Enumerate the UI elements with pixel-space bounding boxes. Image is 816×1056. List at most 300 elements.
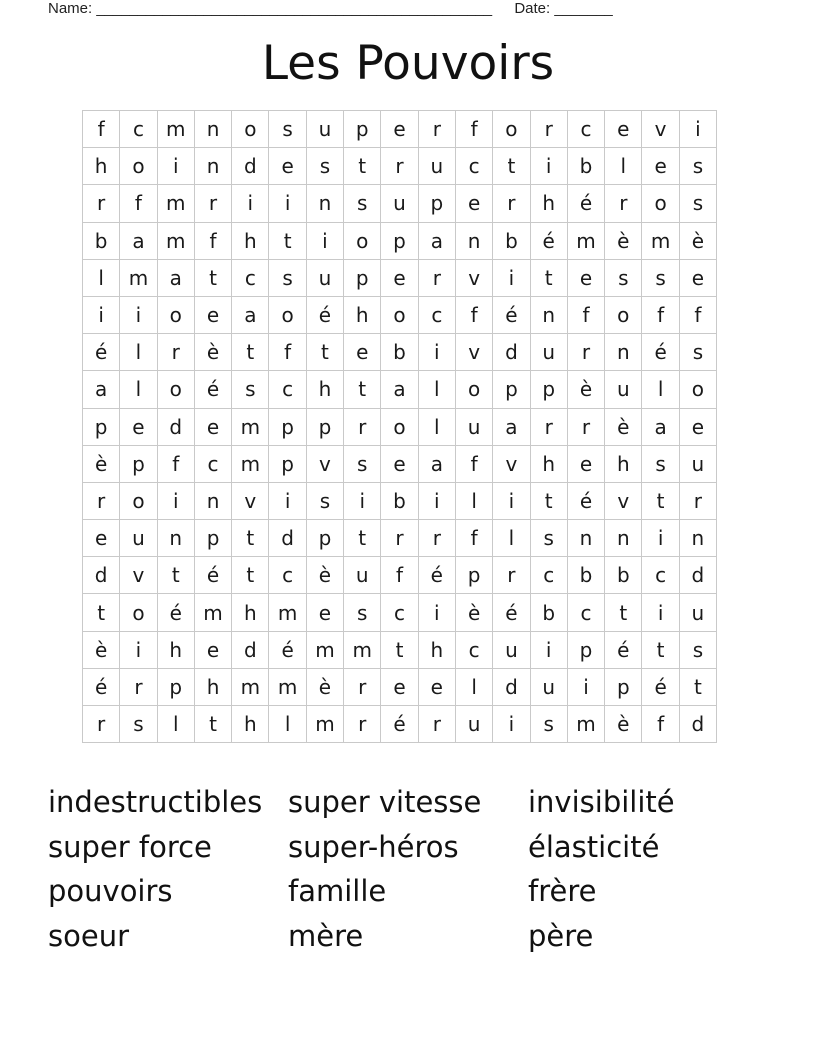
grid-cell: é — [530, 222, 567, 259]
grid-cell: e — [418, 668, 455, 705]
grid-cell: s — [679, 631, 716, 668]
grid-cell: t — [530, 482, 567, 519]
grid-cell: i — [642, 594, 679, 631]
grid-cell: h — [605, 445, 642, 482]
grid-cell: d — [493, 334, 530, 371]
grid-cell: d — [83, 557, 120, 594]
grid-cell: h — [344, 296, 381, 333]
grid-cell: i — [567, 668, 604, 705]
header-line — [48, 0, 613, 18]
grid-cell: e — [642, 148, 679, 185]
grid-cell: r — [83, 482, 120, 519]
grid-cell: p — [455, 557, 492, 594]
grid-cell: s — [679, 148, 716, 185]
grid-cell: t — [344, 520, 381, 557]
grid-cell: c — [269, 371, 306, 408]
grid-cell: f — [157, 445, 194, 482]
grid-cell: r — [418, 520, 455, 557]
grid-cell: n — [194, 111, 231, 148]
grid-cell: p — [194, 520, 231, 557]
grid-row — [83, 706, 717, 743]
grid-cell: n — [567, 520, 604, 557]
grid-cell: a — [418, 222, 455, 259]
grid-cell: m — [232, 668, 269, 705]
grid-cell: r — [493, 557, 530, 594]
grid-cell: i — [232, 185, 269, 222]
grid-cell: é — [194, 557, 231, 594]
grid-cell: m — [120, 259, 157, 296]
grid-cell: r — [194, 185, 231, 222]
word-list-item: soeur — [48, 918, 129, 953]
grid-cell: u — [493, 631, 530, 668]
grid-cell: d — [232, 148, 269, 185]
grid-cell: p — [344, 111, 381, 148]
grid-cell: a — [381, 371, 418, 408]
grid-cell: f — [455, 445, 492, 482]
grid-cell: c — [567, 594, 604, 631]
grid-cell: r — [418, 259, 455, 296]
grid-cell: i — [530, 631, 567, 668]
grid-cell: a — [642, 408, 679, 445]
grid-cell: é — [642, 668, 679, 705]
grid-row — [83, 222, 717, 259]
grid-cell: m — [157, 185, 194, 222]
grid-cell: v — [232, 482, 269, 519]
grid-cell: c — [530, 557, 567, 594]
grid-cell: c — [232, 259, 269, 296]
grid-cell: f — [83, 111, 120, 148]
grid-cell: i — [344, 482, 381, 519]
word-list-item: invisibilité — [528, 785, 675, 819]
grid-row — [83, 259, 717, 296]
grid-cell: é — [83, 334, 120, 371]
grid-cell: f — [269, 334, 306, 371]
grid-cell: i — [418, 334, 455, 371]
grid-cell: h — [530, 445, 567, 482]
grid-row — [83, 594, 717, 631]
grid-cell: d — [157, 408, 194, 445]
grid-cell: o — [157, 371, 194, 408]
grid-cell: t — [269, 222, 306, 259]
grid-cell: v — [493, 445, 530, 482]
grid-cell: t — [381, 631, 418, 668]
grid-row — [83, 557, 717, 594]
grid-cell: e — [455, 185, 492, 222]
grid-cell: o — [493, 111, 530, 148]
grid-cell: e — [306, 594, 343, 631]
grid-cell: n — [194, 482, 231, 519]
grid-cell: u — [605, 371, 642, 408]
word-list-item: frère — [528, 874, 597, 908]
grid-cell: è — [605, 222, 642, 259]
grid-cell: i — [493, 259, 530, 296]
grid-cell: i — [269, 185, 306, 222]
grid-cell: s — [306, 482, 343, 519]
grid-cell: t — [232, 334, 269, 371]
grid-cell: r — [530, 111, 567, 148]
grid-cell: i — [83, 296, 120, 333]
grid-cell: o — [679, 371, 716, 408]
word-list-item: super vitesse — [288, 785, 482, 819]
word-list-item: pouvoirs — [48, 874, 173, 908]
grid-cell: h — [232, 222, 269, 259]
grid-cell: f — [455, 520, 492, 557]
word-list-item: super-héros — [288, 829, 459, 864]
grid-cell: v — [455, 259, 492, 296]
grid-cell: é — [642, 334, 679, 371]
grid-cell: s — [530, 706, 567, 743]
grid-cell: e — [381, 259, 418, 296]
grid-cell: è — [605, 408, 642, 445]
grid-cell: é — [269, 631, 306, 668]
grid-cell: m — [157, 222, 194, 259]
grid-cell: m — [269, 668, 306, 705]
grid-cell: p — [493, 371, 530, 408]
grid-cell: c — [567, 111, 604, 148]
grid-cell: d — [679, 706, 716, 743]
grid-cell: l — [455, 668, 492, 705]
grid-cell: f — [120, 185, 157, 222]
grid-cell: p — [605, 668, 642, 705]
grid-cell: m — [567, 222, 604, 259]
grid-cell: r — [567, 334, 604, 371]
grid-cell: e — [381, 111, 418, 148]
grid-cell: c — [269, 557, 306, 594]
grid-cell: i — [493, 482, 530, 519]
grid-cell: f — [455, 111, 492, 148]
grid-row — [83, 111, 717, 148]
grid-cell: o — [269, 296, 306, 333]
grid-cell: s — [679, 185, 716, 222]
grid-cell: i — [418, 594, 455, 631]
grid-cell: f — [194, 222, 231, 259]
grid-cell: t — [157, 557, 194, 594]
grid-cell: l — [418, 371, 455, 408]
grid-cell: r — [157, 334, 194, 371]
grid-cell: é — [306, 296, 343, 333]
grid-cell: v — [306, 445, 343, 482]
grid-cell: f — [679, 296, 716, 333]
grid-cell: f — [381, 557, 418, 594]
grid-cell: è — [455, 594, 492, 631]
grid-cell: a — [232, 296, 269, 333]
grid-cell: p — [344, 259, 381, 296]
grid-cell: b — [567, 557, 604, 594]
grid-cell: v — [642, 111, 679, 148]
grid-cell: u — [679, 594, 716, 631]
word-list-item: indestructibles — [48, 785, 263, 819]
grid-cell: o — [642, 185, 679, 222]
grid-cell: é — [83, 668, 120, 705]
grid-cell: p — [567, 631, 604, 668]
grid-cell: r — [605, 185, 642, 222]
grid-cell: s — [530, 520, 567, 557]
grid-row — [83, 371, 717, 408]
grid-cell: s — [269, 111, 306, 148]
grid-cell: o — [120, 482, 157, 519]
grid-cell: n — [306, 185, 343, 222]
grid-cell: f — [642, 706, 679, 743]
grid-cell: n — [679, 520, 716, 557]
grid-cell: a — [493, 408, 530, 445]
grid-cell: m — [642, 222, 679, 259]
grid-cell: c — [642, 557, 679, 594]
grid-cell: t — [344, 148, 381, 185]
grid-row — [83, 445, 717, 482]
grid-cell: l — [642, 371, 679, 408]
grid-cell: a — [157, 259, 194, 296]
grid-cell: s — [344, 594, 381, 631]
grid-cell: é — [567, 482, 604, 519]
grid-cell: p — [418, 185, 455, 222]
grid-cell: e — [567, 259, 604, 296]
grid-cell: t — [679, 668, 716, 705]
grid-cell: e — [567, 445, 604, 482]
grid-cell: e — [194, 296, 231, 333]
grid-cell: m — [232, 408, 269, 445]
word-list-item: père — [528, 918, 594, 953]
grid-cell: u — [306, 259, 343, 296]
grid-cell: h — [418, 631, 455, 668]
grid-cell: f — [642, 296, 679, 333]
grid-cell: u — [455, 706, 492, 743]
grid-row — [83, 408, 717, 445]
grid-cell: è — [605, 706, 642, 743]
grid-cell: e — [269, 148, 306, 185]
grid-row — [83, 148, 717, 185]
grid-cell: l — [269, 706, 306, 743]
grid-cell: o — [455, 371, 492, 408]
grid-cell: é — [567, 185, 604, 222]
grid-cell: è — [567, 371, 604, 408]
grid-cell: è — [83, 445, 120, 482]
grid-cell: r — [418, 706, 455, 743]
grid-cell: m — [306, 631, 343, 668]
grid-cell: h — [232, 594, 269, 631]
name-label: Name: — [48, 0, 93, 17]
grid-cell: s — [306, 148, 343, 185]
grid-cell: v — [455, 334, 492, 371]
grid-cell: n — [455, 222, 492, 259]
grid-cell: r — [83, 706, 120, 743]
grid-cell: l — [455, 482, 492, 519]
grid-cell: b — [83, 222, 120, 259]
grid-cell: t — [306, 334, 343, 371]
date-label: Date: — [514, 0, 551, 17]
grid-cell: p — [83, 408, 120, 445]
grid-cell: r — [493, 185, 530, 222]
word-list-item: mère — [288, 918, 364, 953]
grid-cell: t — [194, 259, 231, 296]
grid-cell: r — [83, 185, 120, 222]
grid-cell: m — [157, 111, 194, 148]
grid-cell: f — [567, 296, 604, 333]
grid-cell: é — [194, 371, 231, 408]
grid-cell: c — [381, 594, 418, 631]
grid-cell: s — [232, 371, 269, 408]
grid-row — [83, 668, 717, 705]
grid-cell: r — [418, 111, 455, 148]
grid-cell: p — [157, 668, 194, 705]
grid-cell: n — [605, 520, 642, 557]
grid-row — [83, 296, 717, 333]
grid-cell: i — [157, 148, 194, 185]
grid-cell: p — [306, 408, 343, 445]
grid-cell: é — [418, 557, 455, 594]
grid-cell: t — [493, 148, 530, 185]
grid-cell: è — [306, 557, 343, 594]
grid-cell: u — [418, 148, 455, 185]
grid-cell: r — [567, 408, 604, 445]
grid-cell: o — [157, 296, 194, 333]
grid-cell: t — [642, 631, 679, 668]
grid-cell: e — [83, 520, 120, 557]
grid-cell: u — [455, 408, 492, 445]
grid-cell: d — [269, 520, 306, 557]
grid-cell: è — [306, 668, 343, 705]
grid-cell: n — [605, 334, 642, 371]
grid-cell: r — [679, 482, 716, 519]
grid-cell: i — [679, 111, 716, 148]
grid-cell: é — [493, 296, 530, 333]
grid-cell: t — [232, 520, 269, 557]
page-title: Les Pouvoirs — [261, 36, 555, 91]
grid-cell: c — [455, 148, 492, 185]
grid-cell: e — [381, 445, 418, 482]
grid-cell: i — [269, 482, 306, 519]
grid-cell: m — [232, 445, 269, 482]
grid-cell: h — [83, 148, 120, 185]
grid-cell: é — [493, 594, 530, 631]
grid-row — [83, 631, 717, 668]
grid-cell: v — [605, 482, 642, 519]
word-list-item: super force — [48, 829, 212, 864]
grid-cell: t — [530, 259, 567, 296]
grid-cell: é — [381, 706, 418, 743]
grid-cell: b — [381, 334, 418, 371]
grid-cell: o — [232, 111, 269, 148]
grid-cell: e — [605, 111, 642, 148]
grid-cell: l — [120, 371, 157, 408]
grid-cell: i — [157, 482, 194, 519]
grid-row — [83, 185, 717, 222]
grid-cell: m — [344, 631, 381, 668]
grid-cell: l — [418, 408, 455, 445]
grid-cell: h — [232, 706, 269, 743]
grid-cell: c — [455, 631, 492, 668]
grid-cell: p — [381, 222, 418, 259]
grid-cell: d — [679, 557, 716, 594]
grid-cell: i — [642, 520, 679, 557]
grid-cell: s — [344, 185, 381, 222]
grid-cell: r — [344, 668, 381, 705]
grid-cell: m — [269, 594, 306, 631]
word-list-item: famille — [288, 874, 387, 908]
grid-cell: o — [381, 408, 418, 445]
grid-cell: r — [530, 408, 567, 445]
grid-cell: c — [194, 445, 231, 482]
grid-cell: é — [157, 594, 194, 631]
grid-cell: è — [679, 222, 716, 259]
grid-cell: r — [120, 668, 157, 705]
grid-cell: t — [605, 594, 642, 631]
grid-cell: l — [493, 520, 530, 557]
grid-cell: i — [306, 222, 343, 259]
grid-cell: o — [120, 148, 157, 185]
grid-cell: b — [381, 482, 418, 519]
grid-cell: l — [605, 148, 642, 185]
grid-cell: o — [605, 296, 642, 333]
grid-cell: s — [642, 259, 679, 296]
grid-cell: d — [232, 631, 269, 668]
grid-cell: i — [530, 148, 567, 185]
grid-cell: u — [120, 520, 157, 557]
grid-cell: b — [567, 148, 604, 185]
grid-cell: e — [344, 334, 381, 371]
grid-cell: v — [120, 557, 157, 594]
grid-cell: è — [194, 334, 231, 371]
grid-cell: e — [194, 631, 231, 668]
grid-cell: p — [269, 445, 306, 482]
grid-cell: r — [344, 706, 381, 743]
grid-cell: t — [642, 482, 679, 519]
grid-cell: u — [530, 334, 567, 371]
grid-cell: d — [493, 668, 530, 705]
grid-cell: b — [530, 594, 567, 631]
grid-cell: a — [120, 222, 157, 259]
grid-cell: p — [530, 371, 567, 408]
grid-cell: t — [194, 706, 231, 743]
grid-cell: s — [344, 445, 381, 482]
grid-cell: r — [344, 408, 381, 445]
grid-cell: o — [344, 222, 381, 259]
grid-cell: u — [530, 668, 567, 705]
grid-cell: m — [194, 594, 231, 631]
grid-cell: a — [83, 371, 120, 408]
grid-cell: s — [679, 334, 716, 371]
grid-cell: u — [306, 111, 343, 148]
grid-cell: s — [269, 259, 306, 296]
grid-row — [83, 520, 717, 557]
grid-cell: è — [83, 631, 120, 668]
grid-cell: n — [157, 520, 194, 557]
grid-cell: e — [679, 259, 716, 296]
grid-cell: o — [120, 594, 157, 631]
grid-cell: u — [344, 557, 381, 594]
grid-cell: r — [381, 520, 418, 557]
grid-cell: l — [157, 706, 194, 743]
grid-cell: i — [493, 706, 530, 743]
grid-cell: l — [83, 259, 120, 296]
grid-cell: s — [642, 445, 679, 482]
grid-cell: h — [306, 371, 343, 408]
grid-cell: e — [381, 668, 418, 705]
grid-cell: i — [120, 631, 157, 668]
grid-cell: h — [157, 631, 194, 668]
grid-cell: i — [418, 482, 455, 519]
word-list — [48, 780, 768, 958]
grid-cell: r — [381, 148, 418, 185]
grid-cell: p — [120, 445, 157, 482]
grid-cell: t — [344, 371, 381, 408]
grid-cell: u — [679, 445, 716, 482]
grid-cell: o — [381, 296, 418, 333]
grid-cell: b — [493, 222, 530, 259]
grid-cell: e — [120, 408, 157, 445]
grid-cell: n — [530, 296, 567, 333]
grid-cell: u — [381, 185, 418, 222]
grid-cell: t — [83, 594, 120, 631]
